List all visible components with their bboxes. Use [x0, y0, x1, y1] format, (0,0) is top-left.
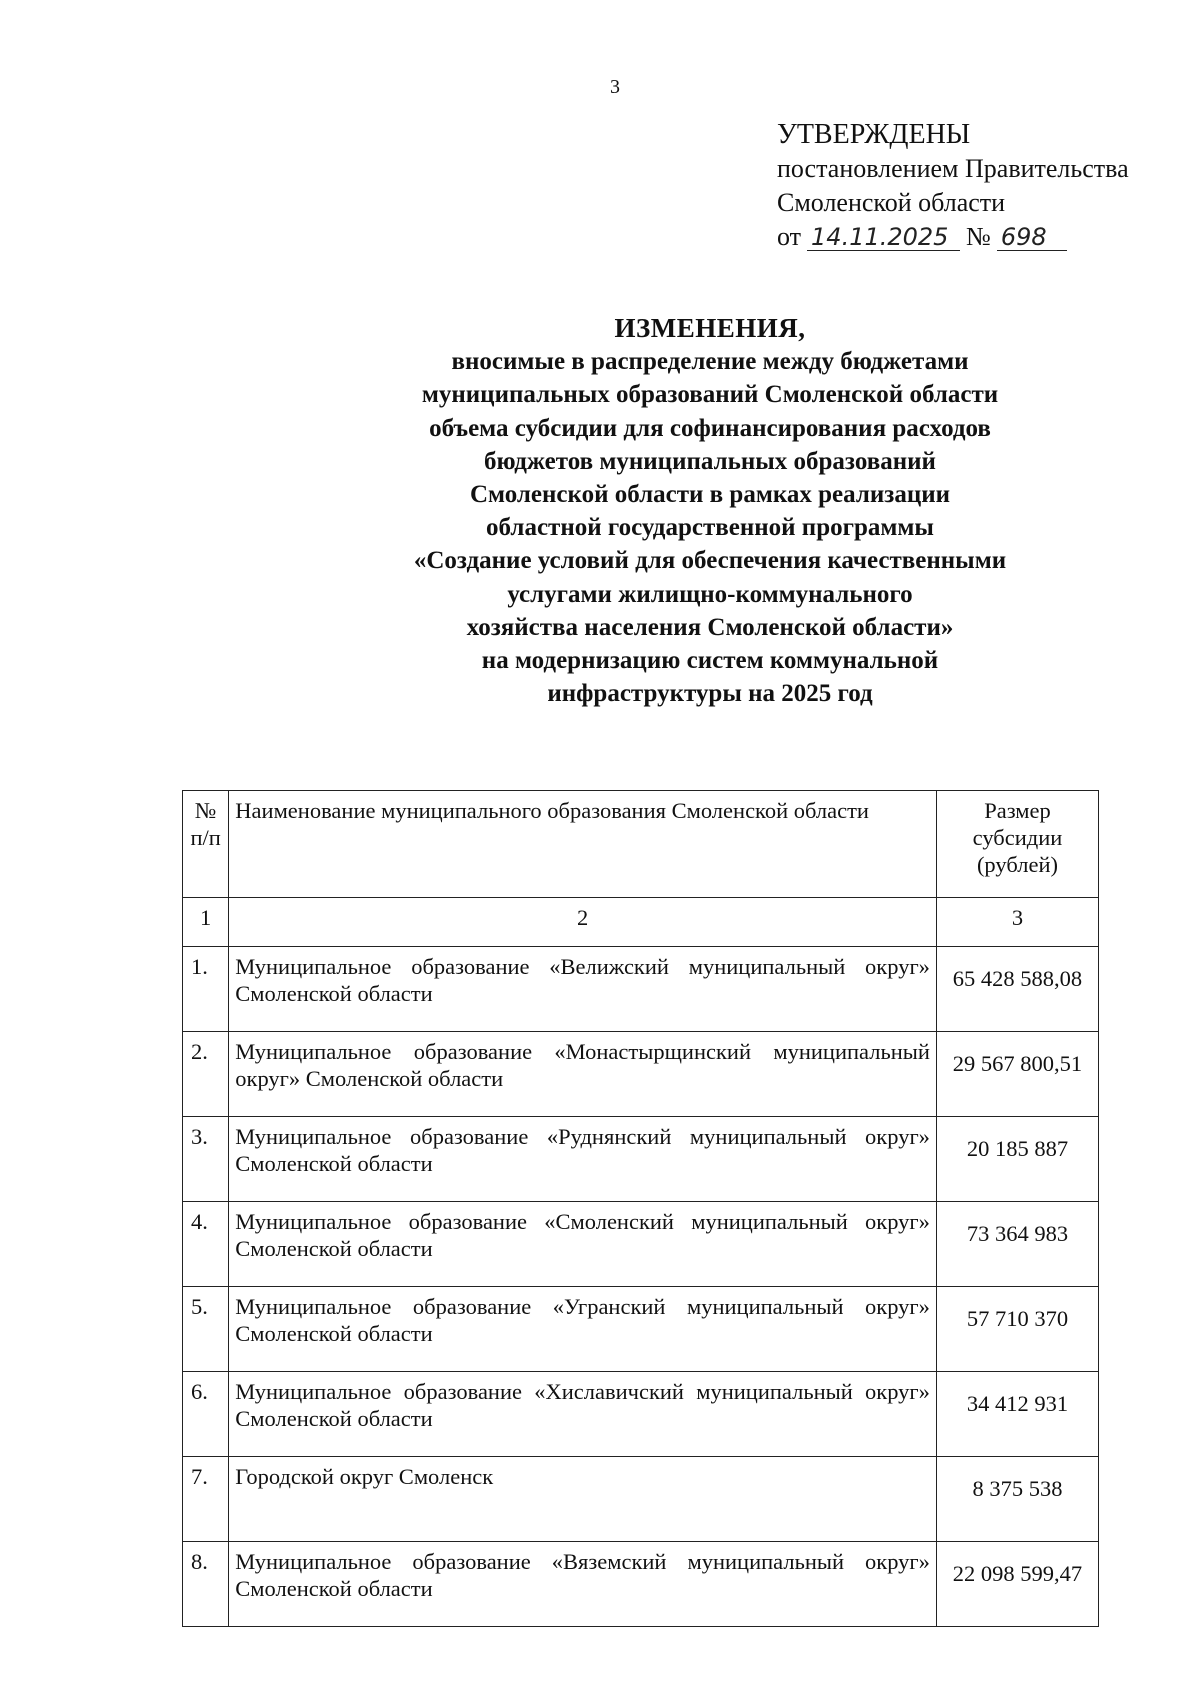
handwritten-date: 14.11.2025	[807, 224, 960, 251]
row-name: Муниципальное образование «Угранский муниципальный округ» Смоленской области	[229, 1287, 937, 1372]
subsidy-table	[182, 790, 1099, 1627]
index-cell: 1	[183, 898, 229, 947]
document-heading	[330, 312, 1090, 710]
row-number: 1.	[183, 947, 229, 1032]
row-number: 3.	[183, 1117, 229, 1202]
heading-line: вносимые в распределение между бюджетами	[451, 348, 969, 376]
number-sign: №	[966, 222, 991, 251]
heading-line: инфраструктуры на 2025 год	[547, 680, 873, 708]
heading-line: на модернизацию систем коммунальной	[481, 647, 939, 675]
table-row	[183, 1117, 1099, 1202]
table-row	[183, 1457, 1099, 1542]
header-num: № п/п	[183, 791, 229, 898]
table-row	[183, 1032, 1099, 1117]
row-amount: 57 710 370	[936, 1287, 1098, 1372]
heading-line: областной государственной программы	[486, 514, 934, 542]
row-name: Муниципальное образование «Руднянский муниципальный округ» Смоленской области	[229, 1117, 937, 1202]
table-header-row	[183, 791, 1099, 898]
approval-block	[777, 118, 1177, 254]
row-number: 6.	[183, 1372, 229, 1457]
heading-line: хозяйства населения Смоленской области»	[466, 613, 954, 641]
header-name: Наименование муниципального образования Смоленской области	[229, 791, 937, 898]
row-number: 2.	[183, 1032, 229, 1117]
header-amount: Размер субсидии (рублей)	[936, 791, 1098, 898]
row-amount: 22 098 599,47	[936, 1542, 1098, 1627]
row-name: Муниципальное образование «Монастырщинский муниципальный округ» Смоленской области	[229, 1032, 937, 1117]
approval-line-1: постановлением Правительства	[777, 154, 1129, 183]
heading-line: муниципальных образований Смоленской области	[421, 381, 999, 409]
row-number: 5.	[183, 1287, 229, 1372]
row-amount: 20 185 887	[936, 1117, 1098, 1202]
row-amount: 8 375 538	[936, 1457, 1098, 1542]
date-prefix: от	[777, 222, 802, 251]
row-name: Муниципальное образование «Хиславичский муниципальный округ» Смоленской области	[229, 1372, 937, 1457]
table-row	[183, 1287, 1099, 1372]
page-number: 3	[610, 76, 620, 98]
table-row	[183, 1542, 1099, 1627]
row-name: Муниципальное образование «Смоленский муниципальный округ» Смоленской области	[229, 1202, 937, 1287]
row-name: Муниципальное образование «Вяземский муниципальный округ» Смоленской области	[229, 1542, 937, 1627]
row-number: 4.	[183, 1202, 229, 1287]
row-amount: 29 567 800,51	[936, 1032, 1098, 1117]
table-row	[183, 947, 1099, 1032]
heading-line: объема субсидии для софинансирования расходов	[429, 414, 991, 442]
row-name: Городской округ Смоленск	[229, 1457, 937, 1542]
table-index-row	[183, 898, 1099, 947]
row-number: 8.	[183, 1542, 229, 1627]
table-row	[183, 1372, 1099, 1457]
heading-line: услугами жилищно-коммунального	[507, 580, 913, 608]
heading-line: Смоленской области в рамках реализации	[469, 481, 951, 509]
row-number: 7.	[183, 1457, 229, 1542]
heading-line: «Создание условий для обеспечения качественными	[413, 547, 1007, 575]
handwritten-number: 698	[997, 224, 1067, 251]
row-name: Муниципальное образование «Велижский муниципальный округ» Смоленской области	[229, 947, 937, 1032]
document-title: ИЗМЕНЕНИЯ,	[614, 313, 806, 343]
approval-line-2: Смоленской области	[777, 188, 1006, 217]
table-row	[183, 1202, 1099, 1287]
row-amount: 73 364 983	[936, 1202, 1098, 1287]
row-amount: 65 428 588,08	[936, 947, 1098, 1032]
index-cell: 3	[936, 898, 1098, 947]
heading-line: бюджетов муниципальных образований	[484, 447, 936, 475]
approval-title: УТВЕРЖДЕНЫ	[777, 119, 971, 150]
row-amount: 34 412 931	[936, 1372, 1098, 1457]
approval-date-line	[777, 220, 1177, 254]
index-cell: 2	[229, 898, 937, 947]
